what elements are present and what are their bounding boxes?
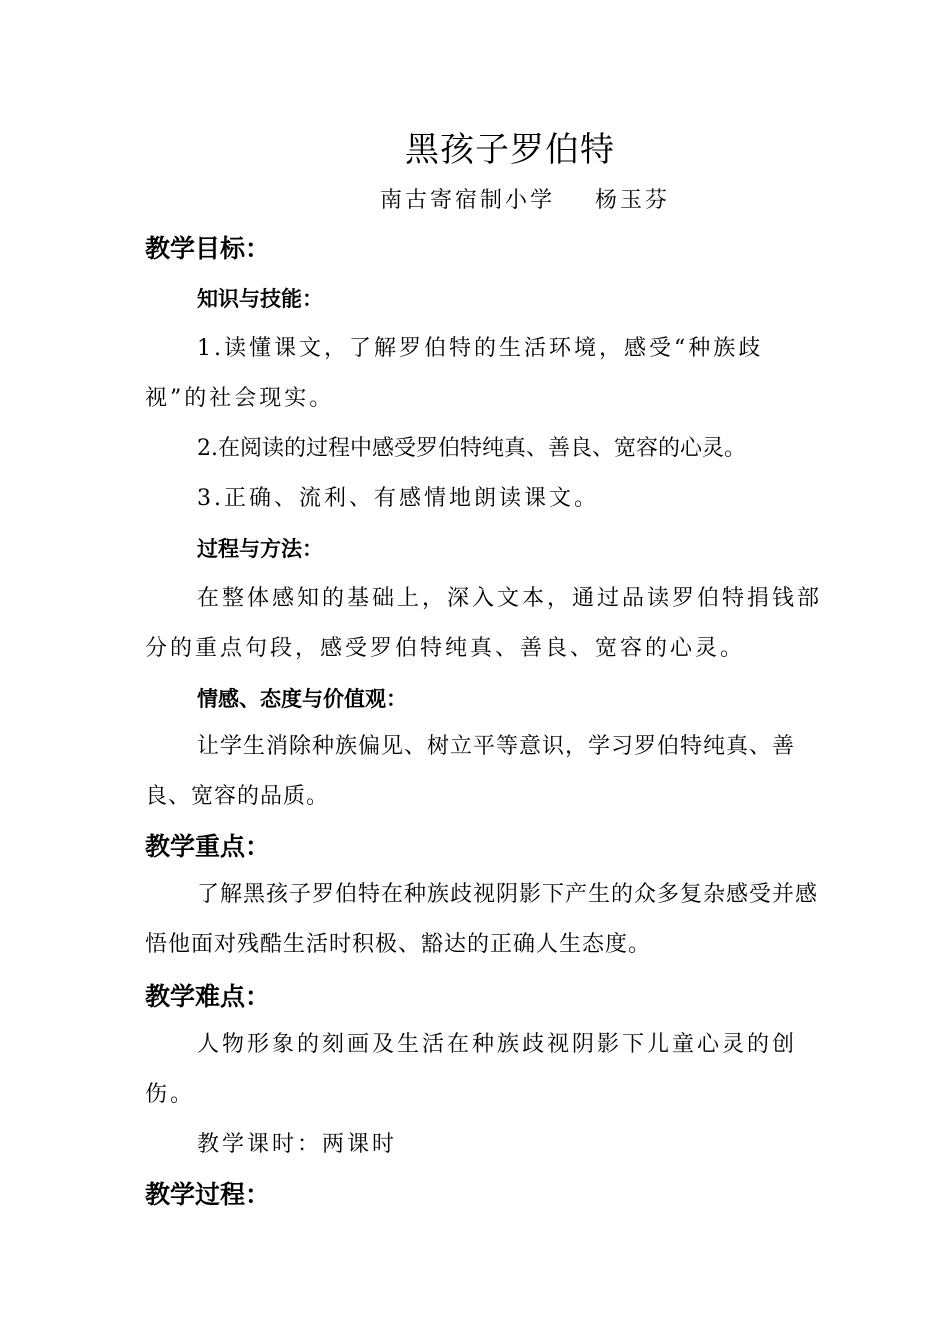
emotion-values-text: 让学生消除种族偏见、树立平等意识，学习罗伯特纯真、善良、宽容的品质。 xyxy=(145,734,796,809)
knowledge-item-1: 1.读懂课文，了解罗伯特的生活环境，感受“种族歧视”的社会现实。 xyxy=(145,336,764,411)
teaching-procedure-heading: 教学过程： xyxy=(145,1180,271,1209)
knowledge-item-3: 3.正确、流利、有感情地朗读课文。 xyxy=(197,486,599,511)
document-title: 黑孩子罗伯特 xyxy=(405,130,615,170)
teaching-difficulty-text: 人物形象的刻画及生活在种族歧视阴影下儿童心灵的创伤。 xyxy=(145,1032,798,1107)
process-method-heading: 过程与方法： xyxy=(197,537,323,561)
teaching-goals-heading: 教学目标： xyxy=(145,234,271,263)
process-method-text: 在整体感知的基础上，深入文本，通过品读罗伯特捐钱部分的重点句段，感受罗伯特纯真、善良、宽容的心灵。 xyxy=(145,586,823,661)
emotion-values-heading: 情感、态度与价值观： xyxy=(197,687,407,711)
school-name: 南古寄宿制小学 xyxy=(380,188,556,213)
teaching-difficulty-heading: 教学难点： xyxy=(145,982,271,1011)
author-line xyxy=(380,186,670,216)
teaching-key-text: 了解黑孩子罗伯特在种族歧视阴影下产生的众多复杂感受并感悟他面对残酷生活时积极、豁达的正确人生态度。 xyxy=(145,882,819,957)
knowledge-item-2: 2.在阅读的过程中感受罗伯特纯真、善良、宽容的心灵。 xyxy=(197,436,746,461)
teaching-key-heading: 教学重点： xyxy=(145,832,271,861)
knowledge-skills-heading: 知识与技能： xyxy=(197,287,323,311)
author-name: 杨玉芬 xyxy=(595,188,671,213)
teaching-hours-text: 教学课时：两课时 xyxy=(197,1132,398,1157)
